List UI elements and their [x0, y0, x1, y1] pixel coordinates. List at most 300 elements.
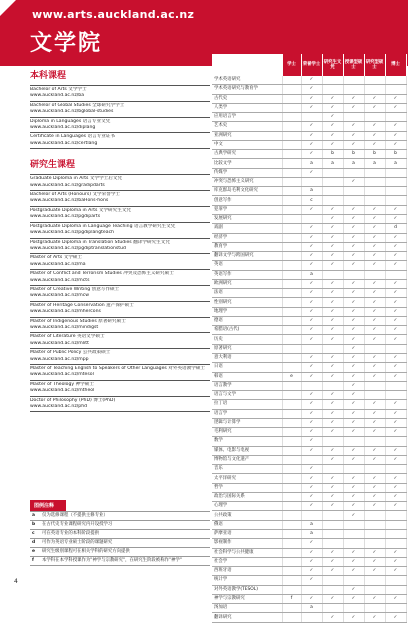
availability-cell: ✓ — [385, 103, 406, 112]
availability-cell — [282, 298, 301, 307]
degree-column-header: 研究型硕士 — [364, 54, 385, 76]
availability-cell — [282, 539, 301, 548]
availability-cell: d — [385, 224, 406, 233]
availability-cell: ✓ — [301, 205, 322, 214]
availability-cell: ✓ — [385, 446, 406, 455]
availability-cell: ✓ — [385, 233, 406, 242]
subject-name: 历史 — [212, 335, 282, 344]
legend-key: c — [32, 531, 35, 536]
subject-name: 犯罪学 — [212, 205, 282, 214]
availability-cell — [385, 76, 406, 85]
availability-cell: ✓ — [301, 140, 322, 149]
programme-url[interactable]: www.auckland.ac.nz/phd — [30, 404, 88, 410]
availability-cell: ✓ — [301, 242, 322, 251]
availability-cell — [322, 511, 343, 520]
availability-cell: ✓ — [343, 428, 364, 437]
availability-cell: ✓ — [364, 594, 385, 603]
table-row — [212, 511, 406, 520]
table-row — [212, 353, 406, 362]
availability-cell: b — [343, 150, 364, 159]
availability-cell: ✓ — [385, 316, 406, 325]
programme-url[interactable]: www.auckland.ac.nz/mcts — [30, 277, 90, 283]
programme-url[interactable]: www.auckland.ac.nz/ba — [30, 93, 85, 99]
availability-cell: ✓ — [322, 492, 343, 501]
availability-cell — [385, 270, 406, 279]
availability-cell: ✓ — [301, 446, 322, 455]
availability-cell: ✓ — [322, 103, 343, 112]
availability-cell: ✓ — [343, 261, 364, 270]
availability-cell: ✓ — [343, 252, 364, 261]
availability-cell — [343, 539, 364, 548]
subject-name: 哲学 — [212, 483, 282, 492]
availability-cell — [282, 279, 301, 288]
availability-cell: ✓ — [364, 502, 385, 511]
table-row — [212, 168, 406, 177]
availability-cell — [282, 131, 301, 140]
availability-cell — [343, 196, 364, 205]
availability-cell — [282, 409, 301, 418]
availability-cell — [364, 113, 385, 122]
postgrad-programme — [30, 364, 210, 380]
availability-cell — [364, 437, 385, 446]
availability-cell — [343, 465, 364, 474]
availability-cell: ✓ — [385, 279, 406, 288]
availability-cell: ✓ — [343, 511, 364, 520]
table-row — [212, 242, 406, 251]
availability-cell: ✓ — [322, 335, 343, 344]
availability-cell: ✓ — [385, 409, 406, 418]
programme-url[interactable]: www.auckland.ac.nz/pgdiparts — [30, 214, 101, 220]
availability-cell: a — [301, 187, 322, 196]
programme-url[interactable]: www.auckland.ac.nz/bglobal-studies — [30, 109, 114, 115]
availability-cell: ✓ — [322, 548, 343, 557]
availability-cell — [385, 465, 406, 474]
undergrad-title: 本科课程 — [30, 71, 67, 81]
availability-cell: ✓ — [301, 539, 322, 548]
subject-name: 经济学 — [212, 233, 282, 242]
availability-cell: ✓ — [322, 261, 343, 270]
availability-cell: ✓ — [301, 289, 322, 298]
availability-cell — [385, 576, 406, 585]
availability-cell — [301, 177, 322, 186]
table-row — [212, 437, 406, 446]
availability-cell — [282, 465, 301, 474]
availability-cell — [322, 344, 343, 353]
availability-cell — [385, 177, 406, 186]
availability-cell: ✓ — [364, 557, 385, 566]
table-row — [212, 335, 406, 344]
table-row — [212, 391, 406, 400]
availability-cell — [385, 585, 406, 594]
table-row — [212, 150, 406, 159]
subject-name: 政治与国际关系 — [212, 492, 282, 501]
table-row — [212, 159, 406, 168]
availability-cell: ✓ — [343, 548, 364, 557]
subject-name: 语言与文学 — [212, 391, 282, 400]
availability-cell: ✓ — [385, 483, 406, 492]
availability-cell: ✓ — [322, 474, 343, 483]
table-row — [212, 122, 406, 131]
availability-cell — [282, 391, 301, 400]
availability-cell: ✓ — [322, 122, 343, 131]
subject-name: 西班牙语 — [212, 567, 282, 576]
table-header-row — [212, 54, 406, 76]
availability-cell: ✓ — [385, 594, 406, 603]
subject-name: 萨摩亚语 — [212, 530, 282, 539]
programme-name: Postgraduate Diploma in Translation Studies 翻译学研究生文凭 — [30, 239, 170, 245]
availability-cell: ✓ — [385, 455, 406, 464]
availability-cell: ✓ — [301, 483, 322, 492]
availability-cell: ✓ — [364, 122, 385, 131]
table-row — [212, 76, 406, 85]
availability-cell: ✓ — [364, 548, 385, 557]
subject-name: 戏剧 — [212, 224, 282, 233]
availability-cell: ✓ — [364, 409, 385, 418]
postgrad-programme — [30, 190, 210, 206]
subject-name: 媒体、电影与电视 — [212, 446, 282, 455]
postgrad-programme — [30, 269, 210, 285]
availability-cell: ✓ — [343, 103, 364, 112]
legend-row — [30, 547, 210, 556]
legend-key: b — [32, 522, 36, 527]
availability-cell: ✓ — [343, 140, 364, 149]
subject-name: 俄语 — [212, 520, 282, 529]
subject-name: 人类学 — [212, 103, 282, 112]
availability-cell: ✓ — [343, 455, 364, 464]
availability-cell — [385, 437, 406, 446]
table-row — [212, 224, 406, 233]
table-row — [212, 539, 406, 548]
subject-name: 中文 — [212, 140, 282, 149]
availability-cell: ✓ — [343, 363, 364, 372]
availability-cell — [343, 113, 364, 122]
availability-cell: ✓ — [322, 214, 343, 223]
undergrad-programme — [30, 85, 210, 101]
undergrad-programme — [30, 101, 210, 117]
availability-cell — [282, 94, 301, 103]
table-row — [212, 455, 406, 464]
availability-cell: ✓ — [364, 492, 385, 501]
table-row — [212, 252, 406, 261]
header-corner-notch — [0, 0, 16, 16]
availability-cell — [282, 224, 301, 233]
availability-cell — [385, 511, 406, 520]
postgrad-programme — [30, 332, 210, 348]
availability-cell: ✓ — [364, 428, 385, 437]
availability-cell: b — [364, 150, 385, 159]
table-row — [212, 205, 406, 214]
legend-text: 可在英语专业的本科阶段提供 — [42, 531, 100, 536]
availability-cell — [322, 85, 343, 94]
availability-cell: ✓ — [301, 428, 322, 437]
availability-cell: ✓ — [301, 103, 322, 112]
availability-cell — [301, 344, 322, 353]
availability-cell — [322, 520, 343, 529]
availability-cell: ✓ — [322, 483, 343, 492]
programme-name: Master of Heritage Conservation 遗产保护硕士 — [30, 302, 134, 308]
table-row — [212, 131, 406, 140]
table-row — [212, 261, 406, 270]
availability-cell — [385, 530, 406, 539]
availability-cell: ✓ — [343, 224, 364, 233]
availability-cell — [385, 344, 406, 353]
availability-cell: ✓ — [385, 298, 406, 307]
availability-cell: ✓ — [322, 113, 343, 122]
availability-cell — [343, 437, 364, 446]
availability-cell — [282, 242, 301, 251]
availability-cell: ✓ — [364, 131, 385, 140]
availability-cell — [301, 455, 322, 464]
availability-cell: ✓ — [322, 242, 343, 251]
programme-name: Diploma in Languages 语言专业文凭 — [30, 118, 111, 124]
availability-cell — [343, 85, 364, 94]
availability-cell: a — [385, 159, 406, 168]
availability-cell: a — [301, 604, 322, 613]
availability-cell: ✓ — [301, 400, 322, 409]
availability-cell — [282, 140, 301, 149]
programme-url[interactable]: www.auckland.ac.nz/mlitt — [30, 340, 89, 346]
availability-cell: ✓ — [343, 177, 364, 186]
availability-cell: ✓ — [322, 205, 343, 214]
programme-url[interactable]: www.auckland.ac.nz/gradipdarts — [30, 182, 105, 188]
table-row — [212, 344, 406, 353]
availability-cell: ✓ — [322, 252, 343, 261]
availability-cell — [301, 511, 322, 520]
availability-cell — [282, 159, 301, 168]
availability-cell — [282, 270, 301, 279]
subject-name: 比较文学 — [212, 159, 282, 168]
programme-name: Postgraduate Diploma in Arts 文学研究生文凭 — [30, 207, 132, 213]
subject-name: 社会科学与公共健康 — [212, 548, 282, 557]
availability-cell — [282, 252, 301, 261]
availability-cell — [343, 168, 364, 177]
availability-cell: a — [301, 520, 322, 529]
legend-text: 仅为选修课程（不提供主修专业） — [42, 513, 108, 518]
programme-url[interactable]: www.auckland.ac.nz/diplang — [30, 125, 96, 131]
availability-cell — [364, 576, 385, 585]
availability-cell: ✓ — [322, 326, 343, 335]
availability-cell: ✓ — [301, 131, 322, 140]
availability-cell: ✓ — [301, 335, 322, 344]
availability-cell: ✓ — [385, 242, 406, 251]
availability-cell: ✓ — [343, 289, 364, 298]
table-row — [212, 233, 406, 242]
availability-cell — [282, 307, 301, 316]
availability-cell: ✓ — [364, 446, 385, 455]
availability-cell: ✓ — [385, 94, 406, 103]
subject-name: 太平洋研究 — [212, 474, 282, 483]
programme-name: Bachelor of Global Studies 全球研究学学士 — [30, 102, 125, 108]
availability-cell — [282, 122, 301, 131]
availability-cell: ✓ — [343, 233, 364, 242]
subject-name: 影视制作 — [212, 539, 282, 548]
availability-cell — [364, 344, 385, 353]
postgrad-programme — [30, 206, 210, 222]
availability-cell: ✓ — [301, 94, 322, 103]
availability-cell — [282, 113, 301, 122]
availability-cell: ✓ — [385, 289, 406, 298]
availability-cell: ✓ — [343, 391, 364, 400]
availability-cell — [343, 520, 364, 529]
subject-name: 古典学研究 — [212, 150, 282, 159]
availability-cell: ✓ — [322, 391, 343, 400]
availability-cell: ✓ — [343, 483, 364, 492]
availability-cell: ✓ — [385, 502, 406, 511]
availability-cell — [322, 196, 343, 205]
table-row — [212, 613, 406, 622]
subject-table-wrap — [212, 54, 406, 623]
availability-cell — [385, 391, 406, 400]
subject-name: 拉丁语 — [212, 400, 282, 409]
postgrad-programme — [30, 380, 210, 396]
programme-url[interactable]: www.auckland.ac.nz/mtheol — [30, 388, 95, 394]
availability-cell: ✓ — [301, 372, 322, 381]
subject-name: 翻译文学与跨国研究 — [212, 252, 282, 261]
degree-column-header: 研究生文凭 — [322, 54, 343, 76]
availability-cell: ✓ — [364, 418, 385, 427]
table-row — [212, 520, 406, 529]
availability-cell — [385, 85, 406, 94]
table-row — [212, 326, 406, 335]
availability-cell: ✓ — [301, 224, 322, 233]
availability-cell — [282, 289, 301, 298]
availability-cell: ✓ — [343, 446, 364, 455]
availability-cell — [301, 113, 322, 122]
availability-cell — [322, 177, 343, 186]
availability-cell — [282, 261, 301, 270]
subject-name: 创意写作 — [212, 196, 282, 205]
availability-cell: ✓ — [343, 242, 364, 251]
table-row — [212, 214, 406, 223]
availability-cell: ✓ — [343, 418, 364, 427]
availability-cell — [282, 76, 301, 85]
subject-name: 翻译研究 — [212, 613, 282, 622]
availability-cell — [301, 613, 322, 622]
availability-cell: ✓ — [343, 344, 364, 353]
availability-cell — [385, 520, 406, 529]
programme-url[interactable]: www.auckland.ac.nz/mhercons — [30, 309, 101, 315]
subject-name: 亚洲研究 — [212, 131, 282, 140]
availability-cell: ✓ — [301, 567, 322, 576]
subject-name: 原著研究 — [212, 344, 282, 353]
availability-cell — [282, 474, 301, 483]
availability-cell: ✓ — [322, 613, 343, 622]
table-row — [212, 113, 406, 122]
postgrad-programme — [30, 317, 210, 333]
availability-cell: ✓ — [343, 557, 364, 566]
programme-url[interactable]: www.auckland.ac.nz/certlang — [30, 140, 98, 146]
table-row — [212, 604, 406, 613]
faculty-url[interactable]: www.arts.auckland.ac.nz — [32, 8, 195, 21]
legend-row — [30, 556, 210, 566]
availability-cell — [282, 557, 301, 566]
availability-cell — [364, 539, 385, 548]
availability-cell — [343, 604, 364, 613]
availability-cell: ✓ — [364, 372, 385, 381]
subject-name: 艺术史 — [212, 122, 282, 131]
subject-name: 意大利语 — [212, 353, 282, 362]
availability-cell: ✓ — [364, 279, 385, 288]
availability-cell — [322, 539, 343, 548]
availability-cell: ✓ — [322, 446, 343, 455]
programme-url[interactable]: www.auckland.ac.nz/pgdiplangteach — [30, 230, 115, 236]
availability-cell — [282, 604, 301, 613]
availability-cell — [385, 539, 406, 548]
programme-url[interactable]: www.auckland.ac.nz/ma — [30, 261, 86, 267]
availability-cell: ✓ — [343, 353, 364, 362]
availability-cell: ✓ — [322, 140, 343, 149]
degree-column-header: 荣誉学士 — [301, 54, 322, 76]
page-number: 4 — [14, 578, 18, 585]
availability-cell — [282, 316, 301, 325]
availability-cell — [343, 576, 364, 585]
programme-url[interactable]: www.auckland.ac.nz/mpp — [30, 356, 89, 362]
programme-url[interactable]: www.auckland.ac.nz/baHons-hons — [30, 198, 109, 204]
programme-url[interactable]: www.auckland.ac.nz/mindigst — [30, 324, 99, 330]
legend-text: 可作为英语专业硕士阶段的课题研究 — [42, 540, 113, 545]
availability-cell — [364, 604, 385, 613]
table-row — [212, 418, 406, 427]
availability-cell — [282, 214, 301, 223]
availability-cell — [364, 520, 385, 529]
availability-cell — [282, 363, 301, 372]
availability-cell — [322, 270, 343, 279]
availability-cell: ✓ — [301, 150, 322, 159]
programme-url[interactable]: www.auckland.ac.nz/mcw — [30, 293, 90, 299]
subject-name: 德语 — [212, 316, 282, 325]
availability-cell — [385, 168, 406, 177]
subject-name: 发展研究 — [212, 214, 282, 223]
availability-cell: ✓ — [385, 400, 406, 409]
table-row — [212, 576, 406, 585]
availability-cell: ✓ — [343, 307, 364, 316]
availability-cell — [282, 428, 301, 437]
subject-name: 应用语言学 — [212, 113, 282, 122]
programme-name: Master of Arts 文学硕士 — [30, 255, 83, 261]
availability-cell: ✓ — [322, 307, 343, 316]
subject-name: 统计学 — [212, 576, 282, 585]
degree-column-header: 博士 — [385, 54, 406, 76]
subject-name: 学术英语研究与教育学 — [212, 85, 282, 94]
postgrad-title: 研究生课程 — [30, 160, 76, 171]
subject-name: 传媒学 — [212, 168, 282, 177]
availability-cell — [322, 381, 343, 390]
programme-url[interactable]: www.auckland.ac.nz/mtesol — [30, 372, 94, 378]
availability-cell: ✓ — [301, 418, 322, 427]
availability-cell: ✓ — [364, 140, 385, 149]
availability-cell: ✓ — [301, 557, 322, 566]
postgrad-programme — [30, 285, 210, 301]
postgrad-programme — [30, 222, 210, 238]
availability-cell: ✓ — [385, 363, 406, 372]
legend-text: 本学科在本学科授课作为"神学与宗教研究"，在研究生阶段被称作"神学" — [42, 558, 182, 563]
availability-cell — [282, 492, 301, 501]
subject-name: 学术英语研究 — [212, 76, 282, 85]
availability-cell — [301, 585, 322, 594]
availability-cell — [364, 511, 385, 520]
undergrad-programme — [30, 117, 210, 133]
programme-name: Bachelor of Arts 文学学士 — [30, 87, 87, 92]
table-body — [212, 76, 406, 622]
availability-cell: c — [301, 196, 322, 205]
availability-cell: ✓ — [343, 122, 364, 131]
subject-name: 日语 — [212, 363, 282, 372]
table-row — [212, 409, 406, 418]
availability-cell: ✓ — [364, 483, 385, 492]
programme-url[interactable]: www.auckland.ac.nz/pgdiptranslationstud — [30, 245, 126, 251]
availability-cell: ✓ — [364, 261, 385, 270]
availability-cell: ✓ — [343, 279, 364, 288]
